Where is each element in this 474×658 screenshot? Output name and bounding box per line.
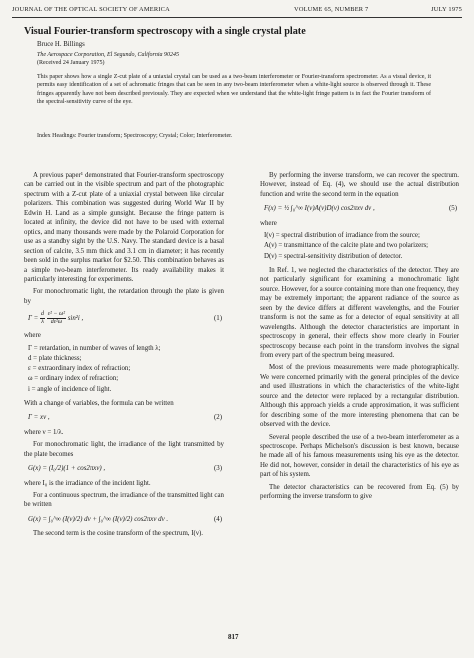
equation-1 xyxy=(24,311,224,326)
equation-number: (3) xyxy=(213,465,222,473)
header-rule xyxy=(12,17,462,18)
equation-number: (1) xyxy=(213,315,222,323)
fraction: $\frac{\text{ε² − ω²}}{\text{dε²ω}}$ xyxy=(47,311,66,326)
definition-list xyxy=(24,344,224,395)
equation-number: (4) xyxy=(213,515,222,523)
equation-text: Γ = xν , xyxy=(28,414,50,422)
equation-text: G(x) = (I₀/2)(1 + cos2πxν) , xyxy=(28,465,106,473)
definition: d = plate thickness; xyxy=(28,355,82,362)
page-number: 817 xyxy=(228,633,239,641)
volume-number: VOLUME 65, NUMBER 7 xyxy=(294,6,369,13)
affiliation: The Aerospace Corporation, El Segundo, California 90245 xyxy=(37,52,179,58)
equation-number: (5) xyxy=(448,205,457,213)
left-column xyxy=(24,171,224,542)
equation-4 xyxy=(24,515,224,524)
index-headings: Index Headings: Fourier transform; Spectroscopy; Crystal; Color; Interferometer. xyxy=(37,133,233,139)
equation-5 xyxy=(260,204,459,213)
fraction: $\frac{d}{\lambda}$ xyxy=(41,311,45,326)
paragraph: By performing the inverse transform, we can recover the spectrum. However, instead of Eq. (4), we should use the actual distribution function and write the second term in the equation xyxy=(260,172,459,198)
paragraph: In Ref. 1, we neglected the characteristics of the detector. They are not particularly significant for examining a monochromatic light source. However, for a source containing more than one frequency, they may be extremely important; the apparent radiance of the source as seen by the device differs at different wavelengths, and the Fourier transform is not the same as for a detector of equal sensitivity at all wavelengths. Although the detector characteristics are important in spectroscopy in general, their effects show more clearly in Fourier spectroscopy because each point in the transform involves the signal from every part of the spectrum being measured. xyxy=(260,266,459,359)
equation-text: Γ = xyxy=(28,315,39,323)
paragraph: Several people described the use of a two-beam interferometer as a spectroscope. Perhaps Michelson's discussion is best known, because he made all of his famous measurements using his eye as the detector. He did not, however, consider in detail the characteristics of his eye as part of his system. xyxy=(260,433,459,479)
article-title: Visual Fourier-transform spectroscopy with a single crystal plate xyxy=(24,26,306,37)
paragraph: where ν = 1/λ. xyxy=(24,428,64,436)
paragraph: The second term is the cosine transform of the spectrum, I(ν). xyxy=(33,530,203,538)
paragraph: Most of the previous measurements were made photographically. We were concerned primarily with the general principles of the device and used illustrations in which the characteristics of the white-light source and the detector were replaced by a rectangular distribution. Although this approach yields a crude approximation, it was sufficient for describing some of the more interesting phenomena that can be observed with the device. xyxy=(260,364,459,429)
paragraph: With a change of variables, the formula can be written xyxy=(24,399,174,407)
paragraph: where xyxy=(260,219,277,227)
paragraph: For monochromatic light, the retardation through the plate is given by xyxy=(24,288,224,305)
running-header xyxy=(12,6,462,16)
author: Bruce H. Billings xyxy=(37,41,85,48)
paragraph: where I₀ is the irradiance of the incident light. xyxy=(24,479,151,487)
equation-2 xyxy=(24,413,224,422)
definition: D(ν) = spectral-sensitivity distribution of detector. xyxy=(264,252,403,260)
journal-name: JOURNAL OF THE OPTICAL SOCIETY OF AMERICA xyxy=(12,6,170,13)
equation-3 xyxy=(24,464,224,473)
received-date: (Received 24 January 1975) xyxy=(37,60,105,66)
paragraph: where xyxy=(24,332,41,340)
equation-text: G(x) = ∫₀^∞ (I(ν)/2) dν + ∫₀^∞ (I(ν)/2) cos2πxν dν . xyxy=(28,515,169,523)
right-column xyxy=(260,171,459,505)
abstract: This paper shows how a single Z-cut plate of a uniaxial crystal can be used as a two-beam interferometer or Fourier-transform spectrometer. As a visual device, it permits easy identification of a set of achromatic fringes that can be seen in any two-beam interferometer when a white-light source is observed through it. These fringes apparently have not been described previously. They are expected when we understand that the white-light fringe pattern is in fact the Fourier transform of the spectral-sensitivity curve of the eye. xyxy=(37,74,431,105)
definition: i = angle of incidence of light. xyxy=(28,385,112,393)
definition: A(ν) = transmittance of the calcite plate and two polarizers; xyxy=(264,242,429,250)
paragraph: For monochromatic light, the irradiance of the light transmitted by the plate becomes xyxy=(24,441,224,458)
issue-date: JULY 1975 xyxy=(431,6,462,13)
definition: ω = ordinary index of refraction; xyxy=(28,375,119,383)
equation-text: sin²i , xyxy=(67,315,84,323)
definition: I(ν) = spectral distribution of irradiance from the source; xyxy=(264,232,420,240)
definition: Γ = retardation, in number of waves of length λ; xyxy=(28,344,161,352)
paragraph: For a continuous spectrum, the irradiance of the transmitted light can be written xyxy=(24,491,224,509)
equation-number: (2) xyxy=(213,414,222,422)
definition: ε = extraordinary index of refraction; xyxy=(28,365,131,373)
equation-text: F(x) = ½ ∫₀^∞ I(ν)A(ν)D(ν) cos2πxν dν , xyxy=(264,205,375,213)
definition-list xyxy=(260,231,459,262)
paragraph: The detector characteristics can be recovered from Eq. (5) by performing the inverse transform to give xyxy=(260,483,459,501)
intro-paragraph: A previous paper¹ demonstrated that Fourier-transform spectroscopy can be carried out in the visible spectrum and part of the photographic spectrum with a Z-cut plate of a uniaxial crystal between like circular polarizers. This combination was suggested during World War II by Edwin H. Land as a simple gunsight. Because the fringe pattern is located at infinity, the device did not have to be used with external optics, and many thousands were made by the Polaroid Corporation for use as a standby sight by the U.S. Navy. The standard device is a basal section of calcite, 3.5 mm thick and 3.1 cm in diameter; it has recently been sold in the surplus market for $2.50. This combination behaves as a simple two-beam interferometer. Its ready availability makes it particularly interesting for experiments. xyxy=(24,172,224,283)
